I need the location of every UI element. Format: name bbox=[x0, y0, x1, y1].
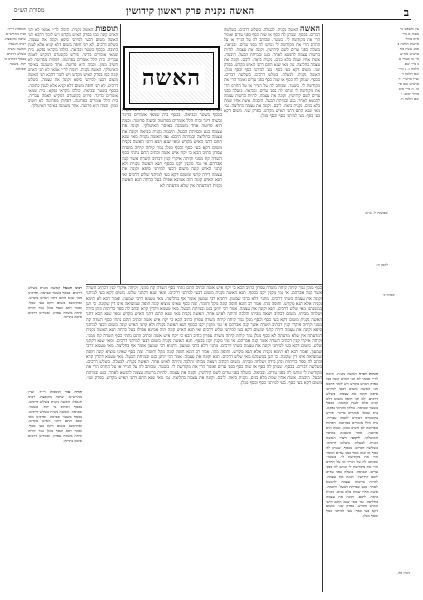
right-lower-label-2: ליקוטי רש״י bbox=[339, 434, 360, 440]
tosafot-text: האשה נקנית. תימה לר״י אמאי לא תני האיש קונה כמו בפרק האיש מקדש ויש לומר דהכא תני האשה משום דבעי למיתני סיפא וקונה את עצמה. בשלש דרכים. לא תני חופה משום דלא קניא אלא לענין כתובה. בכסף בשטר ובביאה. כולהו מקראי נפקא. בית שמאי אומרים בדינר. פירש בקונטרס דמקיש לאמה עבריה. בית הלל אומרים בפרוטה. דפחות מפרוטה לא חשיב ממון. וכמה היא פרוטה. אחד משמנה באיסר האיטלקי. bbox=[28, 27, 118, 73]
rabbeinu-label: רבינו חננאל bbox=[62, 286, 82, 290]
ein-mishpat-text: עין משפט נר מצוה א מיי׳ פ״א מהל׳ אישות הלכה ב סמג עשין מח טוש״ע אה״ע סי׳ כו סעיף א. ב מיי׳ שם הלכה ג. ג מיי׳ שם הלכה ד ועיין ברש״י. ד טוש״ע שם סי׳ כז. ה מיי׳ פ״ב מהל׳ יבום. ו שם הלכה ח. bbox=[397, 26, 419, 101]
right-lower-text-2: האשה נקנית. לבעלה. בשלש דרכים. בשלשה דברים. בכסף. שנותן לה כסף או שוה כסף בפני עדים ואומר הרי את מקודשת לי. בשטר. שכותב לה על הנייר או על החרס הרי את מקודשת לי ונותנו לה בפני עדים. ובביאה. בועלה בפני עדים לשם קידושין. וקונה את עצמה. להיות ברשות עצמה להנשא לאחר. בגט ובמיתת הבעל. היבמה. אשת אחיו שמת בלא בנים. נקנית ביאה. ליבם. וקונה את עצמה בחליצה. גמ׳ מאי שנא התם דתני האיש מקדש. בפרק שני. משום דקא בעי כסף. בעי למיתני כסף וכסף מנלן. bbox=[326, 434, 378, 519]
chapter-title-box bbox=[123, 46, 220, 110]
right-lower-column bbox=[326, 372, 378, 592]
bottom-text-cont2: כסף מנלן גמר קיחה קיחה משדה עפרון כתיב הכא כי יקח איש אשה וכתיב התם נתתי כסף השדה קח ממני. וקיחה איקרי קנין דכתיב השדה אשר קנה אברהם. אי נמי מקנין יקנו בכסף. תנא האשה נקנית משום דבעי למיתני דרכים. ומאי שנא דקתני שלש. משום דקא בעי למיתני וקונה את עצמה בשתי דרכים. מתני׳ דלא כרבי שמעון. דתניא רבי שמעון אומר אף בחליצה. מאי טעמא דרבי שמעון. ואמר רבא לא תימא נקנית אלא תנא מקדש. וחופה מהו. אמר רב הונא חופה קונה מקל וחומר. ומה כסף שאינו מוציא קונה חופה שמוציאה אינו דין שקונה. כי תנן במשנתנו מאי שלש דרכים. תנא וקונה את עצמה. אמר רבי יוחנן בגט ובמיתת הבעל. מאי טעמא דהדין קרא וכתב לה ספר כריתות ונתן בידה ושלחה מביתו. משום דכתיב ויצאה מביתו והלכה והיתה לאיש אחר. bbox=[86, 333, 322, 366]
rashi-column bbox=[224, 24, 320, 280]
tosafot-text-cont: האשה נקנית. תימה לר״י אמאי לא תני האיש קונה כמו בפרק האיש מקדש ויש לומר דהכא תני האשה משום דבעי למיתני סיפא וקונה את עצמה. בשלש דרכים. לא תני חופה משום דלא קניא אלא לענין כתובה. בכסף בשטר ובביאה. כולהו מקראי נפקא. בית שמאי אומרים בדינר. פירש בקונטרס דמקיש לאמה עבריה. בית הלל אומרים בפרוטה. דפחות מפרוטה לא חשיב ממון. וכמה היא פרוטה. אחד משמנה באיסר האיטלקי. bbox=[28, 67, 118, 108]
column-divider-left bbox=[120, 24, 121, 284]
outer-left-column bbox=[4, 26, 26, 71]
right-lower-text: האשה נקנית. תימה לר״י אמאי לא תני האיש קונה כמו בפרק האיש מקדש ויש לומר דהכא תני האשה משום דבעי למיתני סיפא וקונה את עצמה. בשלש דרכים. לא תני חופה משום דלא קניא אלא לענין כתובה. בכסף בשטר ובביאה. כולהו מקראי נפקא. בית שמאי אומרים בדינר. פירש בקונטרס דמקיש לאמה עבריה. בית הלל אומרים בפרוטה. דפחות מפרוטה לא חשיב ממון. וכמה היא פרוטה. אחד משמנה באיסר האיטלקי. bbox=[326, 372, 378, 440]
header-left-note: מסורת הש״ס bbox=[14, 7, 45, 14]
column-divider-right bbox=[322, 24, 323, 592]
tosafot-column bbox=[28, 24, 118, 284]
bottom-text: כסף מנלן גמר קיחה קיחה משדה עפרון כתיב הכא כי יקח איש אשה וכתיב התם נתתי כסף השדה קח ממני. וקיחה איקרי קנין דכתיב השדה אשר קנה אברהם. אי נמי מקנין יקנו בכסף. תנא האשה נקנית משום דבעי למיתני דרכים. ומאי שנא דקתני שלש. משום דקא בעי למיתני וקונה את עצמה בשתי דרכים. מתני׳ דלא כרבי שמעון. דתניא רבי שמעון אומר אף בחליצה. מאי טעמא דרבי שמעון. ואמר רבא לא תימא נקנית אלא תנא מקדש. וחופה מהו. אמר רב הונא חופה קונה מקל וחומר. ומה כסף שאינו מוציא קונה חופה שמוציאה אינו דין שקונה. כי תנן במשנתנו מאי שלש דרכים. תנא וקונה את עצמה. אמר רבי יוחנן בגט ובמיתת הבעל. מאי טעמא דהדין קרא וכתב לה ספר כריתות ונתן בידה ושלחה מביתו. משום דכתיב ויצאה מביתו והלכה והיתה לאיש אחר. bbox=[86, 286, 322, 318]
outer-left-text: תוספות רי״ד. ועיין מהרש״א. שיטה מקובצת. רבינו חננאל: האשה נקנית בשלש דרכים. בכסף דכתיב כי יקח. בשטר. ובביאה. bbox=[4, 26, 26, 71]
margin-note-4: גיטין פה. bbox=[396, 570, 410, 575]
rashi-opening-word: האשה bbox=[299, 24, 320, 33]
margin-note-3: יבמות כ׳ bbox=[382, 292, 395, 297]
gemara-text: האשה נקנית מאי שנא התם דתני האיש מקדש ומאי שנא הכא דתני האשה נקנית משום דקא בעי כסף וכסף מנלן גמר קיחה קיחה משדה עפרון כתיב הכא כי יקח איש אשה וכתיב התם נתתי כסף השדה קח ממני וקיחה איקרי קנין דכתיב השדה אשר קנה אברהם אי נמי מקנין יקנו בכסף תנא האשה נקנית ולא קתני האיש קונה משום דבעי למיתני סיפא וקונה את עצמה דידה קתני ומשום דקא בעי למיתני שלש דרכים ואי תנא האיש קונה הוה אמינא אפילו בעל כרחה תנא האשה נקנית דמדעתה אין שלא מדעתה לא bbox=[122, 135, 222, 189]
bottom-separator bbox=[86, 284, 322, 285]
mishnah-text: נקנית בשלש דרכים. וקונה את עצמה בשתי דרכים. נקנית בכסף בשטר ובביאה. בכסף בית שמאי אומרים בדינר ובשוה דינר ובית הלל אומרים בפרוטה ובשוה פרוטה. וכמה היא פרוטה אחד משמנה באיסר האיטלקי. וקונה את עצמה בגט ובמיתת הבעל. היבמה נקנית בביאה וקונה את עצמה בחליצה ובמיתת היבם: bbox=[122, 108, 222, 141]
bottom-text-block bbox=[86, 286, 322, 586]
left-lower-label: תורה אור bbox=[64, 390, 82, 394]
margin-note-2: לקמן ח: bbox=[376, 262, 388, 267]
gemara-label: גמ׳ bbox=[163, 135, 169, 141]
rashi-text-cont: האשה נקנית. לבעלה. בשלש דרכים. בשלשה דברים. בכסף. שנותן לה כסף או שוה כסף בפני עדים ואומר הרי את מקודשת לי. בשטר. שכותב לה על הנייר או על החרס הרי את מקודשת לי ונותנו לה בפני עדים. ובביאה. בועלה בפני עדים לשם קידושין. וקונה את עצמה. להיות ברשות עצמה להנשא לאחר. בגט ובמיתת הבעל. היבמה. אשת אחיו שמת בלא בנים. נקנית ביאה. ליבם. וקונה את עצמה בחליצה. גמ׳ מאי שנא התם דתני האיש מקדש. בפרק שני. משום דקא בעי כסף. בעי למיתני כסף וכסף מנלן. bbox=[224, 72, 320, 118]
rabbeinu-chananel-column bbox=[28, 286, 82, 386]
margin-note-1: שבועות ל. ע״ש bbox=[365, 210, 388, 215]
chapter-opening-word: האשה bbox=[138, 65, 205, 91]
left-lower-text: תוספות רי״ד. ועיין מהרש״א. שיטה מקובצת. רבינו חננאל: האשה נקנית בשלש דרכים. בכסף דכתיב כי יקח. בשטר. ובביאה. bbox=[28, 390, 82, 414]
bottom-text-cont: האשה נקנית מאי שנא התם דתני האיש מקדש ומאי שנא הכא דתני האשה נקנית משום דקא בעי כסף וכסף מנלן גמר קיחה קיחה משדה עפרון כתיב הכא כי יקח איש אשה וכתיב התם נתתי כסף השדה קח ממני וקיחה איקרי קנין דכתיב השדה אשר קנה אברהם אי נמי מקנין יקנו בכסף תנא האשה נקנית ולא קתני האיש קונה משום דבעי למיתני סיפא וקונה את עצמה דידה קתני ומשום דקא בעי למיתני שלש דרכים ואי תנא האיש קונה הוה אמינא אפילו בעל כרחה תנא האשה נקנית דמדעתה אין שלא מדעתה לא bbox=[86, 312, 322, 339]
tosafot-label: תוספות bbox=[95, 24, 118, 33]
main-text-column bbox=[122, 108, 222, 284]
page-header-title: האשה נקנית פרק ראשון קידושין bbox=[126, 6, 255, 17]
header-rule bbox=[12, 19, 411, 20]
rashi-text: האשה נקנית. לבעלה. בשלש דרכים. בשלשה דברים. בכסף. שנותן לה כסף או שוה כסף בפני עדים ואומר הרי את מקודשת לי. בשטר. שכותב לה על הנייר או על החרס הרי את מקודשת לי ונותנו לה בפני עדים. ובביאה. בועלה בפני עדים לשם קידושין. וקונה את עצמה. להיות ברשות עצמה להנשא לאחר. בגט ובמיתת הבעל. היבמה. אשת אחיו שמת בלא בנים. נקנית ביאה. ליבם. וקונה את עצמה בחליצה. גמ׳ מאי שנא התם דתני האיש מקדש. בפרק שני. משום דקא בעי כסף. בעי למיתני כסף וכסף מנלן. bbox=[224, 27, 320, 73]
left-lower-text-2: האשה נקנית בשלש דרכים. בכסף בשטר ובביאה. ופרכינן מאי שנא התם דתני האיש מקדש. ואוקימנא משום דקא בעי כסף. ואמר רבא וכסף מנלן גמר קיחה קיחה משדה עפרון. ואמרינן דרכים איכא בינייהו. bbox=[28, 408, 82, 444]
left-lower-column bbox=[28, 390, 82, 590]
title-ornament bbox=[129, 52, 214, 104]
page-number: ב bbox=[403, 6, 409, 19]
ein-mishpat-column bbox=[397, 26, 419, 101]
bottom-text-cont3: האשה נקנית. לבעלה. בשלש דרכים. בשלשה דברים. בכסף. שנותן לה כסף או שוה כסף בפני עדים ואומר הרי את מקודשת לי. בשטר. שכותב לה על הנייר או על החרס הרי את מקודשת לי ונותנו לה בפני עדים. ובביאה. בועלה בפני עדים לשם קידושין. וקונה את עצמה. להיות ברשות עצמה להנשא לאחר. בגט ובמיתת הבעל. היבמה. אשת אחיו שמת בלא בנים. נקנית ביאה. ליבם. וקונה את עצמה בחליצה. גמ׳ מאי שנא התם דתני האיש מקדש. בפרק שני. משום דקא בעי כסף. בעי למיתני כסף וכסף מנלן. bbox=[86, 360, 322, 387]
rabbeinu-text: האשה נקנית בשלש דרכים. בכסף בשטר ובביאה. ופרכינן מאי שנא התם דתני האיש מקדש. ואוקימנא משום דקא בעי כסף. ואמר רבא וכסף מנלן גמר קיחה קיחה משדה עפרון. ואמרינן דרכים איכא בינייהו. bbox=[28, 286, 82, 320]
right-lower-label-1: הגהות הב״ח bbox=[358, 372, 378, 376]
